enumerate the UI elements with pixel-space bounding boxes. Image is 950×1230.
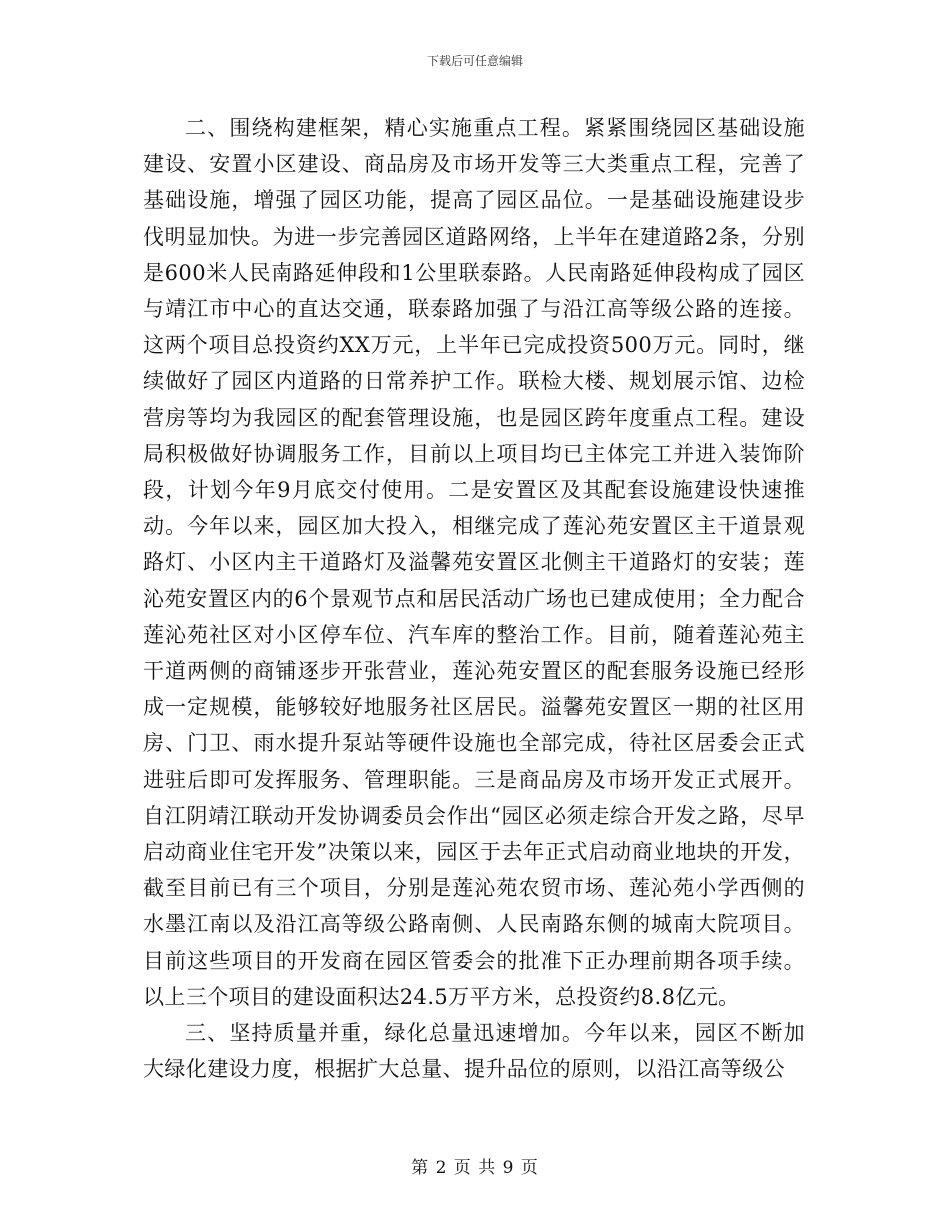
paragraph-greening: 三、坚持质量并重，绿化总量迅速增加。今年以来，园区不断加大绿化建设力度，根据扩大总量、提升品位的原则，以沿江高等级公: [143, 1021, 805, 1082]
document-body: [143, 110, 805, 1087]
page-header: 下载后可任意编辑: [426, 54, 523, 68]
paragraph-key-projects: 二、围绕构建框架，精心实施重点工程。紧紧围绕园区基础设施建设、安置小区建设、商品房及市场开发等三大类重点工程，完善了基础设施，增强了园区功能，提高了园区品位。一是基础设施建设步伐明显加快。为进一步完善园区道路网络，上半年在建道路2条，分别是600米人民南路延伸段和1公里联泰路。人民南路延伸段构成了园区与靖江市中心的直达交通，联泰路加强了与沿江高等级公路的连接。这两个项目总投资约XX万元，上半年已完成投资500万元。同时，继续做好了园区内道路的日常养护工作。联检大楼、规划展示馆、边检营房等均为我园区的配套管理设施，也是园区跨年度重点工程。建设局积极做好协调服务工作，目前以上项目均已主体完工并进入装饰阶段，计划今年9月底交付使用。二是安置区及其配套设施建设快速推动。今年以来，园区加大投入，相继完成了莲沁苑安置区主干道景观路灯、小区内主干道路灯及溢馨苑安置区北侧主干道路灯的安装；莲沁苑安置区内的6个景观节点和居民活动广场也已建成使用；全力配合莲沁苑社区对小区停车位、汽车库的整治工作。目前，随着莲沁苑主干道两侧的商铺逐步开张营业，莲沁苑安置区的配套服务设施已经形成一定规模，能够较好地服务社区居民。溢馨苑安置区一期的社区用房、门卫、雨水提升泵站等硬件设施也全部完成，待社区居委会正式进驻后即可发挥服务、管理职能。三是商品房及市场开发正式展开。自江阴靖江联动开发协调委员会作出“园区必须走综合开发之路，尽早启动商业住宅开发”决策以来，园区于去年正式启动商业地块的开发，截至目前已有三个项目，分别是莲沁苑农贸市场、莲沁苑小学西侧的水墨江南以及沿江高等级公路南侧、人民南路东侧的城南大院项目。目前这些项目的开发商在园区管委会的批准下正办理前期各项手续。以上三个项目的建设面积达24.5万平方米，总投资约8.8亿元。: [143, 116, 805, 1009]
page-number-footer: 第 2 页 共 9 页: [411, 1158, 539, 1178]
